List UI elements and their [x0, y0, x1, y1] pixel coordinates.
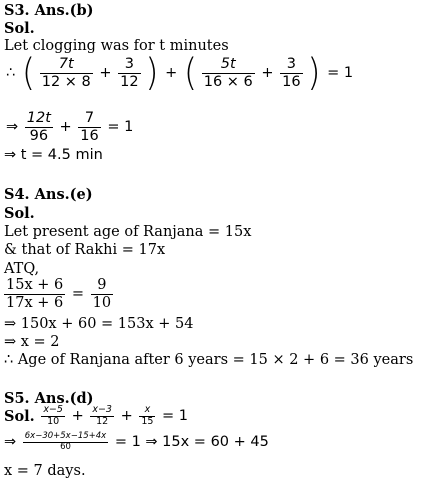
s3-sol-label: Sol.: [4, 20, 35, 37]
s4-statement-2: & that of Rakhi = 17x: [4, 242, 166, 258]
s5-equation-2: [4, 432, 271, 453]
fraction: [280, 56, 302, 90]
numerator: 12t: [26, 110, 51, 126]
fraction: [202, 56, 255, 90]
denominator: 16: [80, 127, 99, 144]
fraction: [90, 405, 114, 428]
fraction: [41, 405, 65, 428]
fraction: [139, 405, 155, 428]
implies-arrow: ⇒: [6, 119, 19, 136]
numerator: x: [144, 404, 151, 415]
numerator: 6x−30+5x−15+4x: [24, 431, 107, 441]
denominator: 16 × 6: [203, 73, 253, 90]
s4-statement-1: Let present age of Ranjana = 15x: [4, 224, 252, 240]
equation-rest: = 1 ⇒ 15x = 60 + 45: [114, 434, 269, 451]
left-paren: (: [183, 51, 198, 96]
equation-rhs: = 1: [162, 408, 189, 425]
s5-heading: S5. Ans.(d): [4, 390, 94, 407]
denominator: 96: [25, 127, 53, 145]
s4-equation-1: $\frac{15x + 6}{17x + 6}$ = $\frac{9}{10}$: [6, 277, 112, 311]
numerator: 7t: [58, 56, 74, 72]
s4-step-1: ⇒ 150x + 60 = 153x + 54: [4, 316, 194, 332]
numerator: 3: [124, 56, 134, 72]
s4-conclusion: ∴ Age of Ranjana after 6 years = 15 × 2 + 6 = 36 years: [4, 352, 414, 368]
numerator: x−5: [43, 404, 63, 415]
fraction: [4, 277, 65, 311]
numerator: x−3: [92, 404, 112, 415]
therefore-symbol: ∴: [6, 65, 16, 82]
denominator: 12 × 8: [41, 73, 91, 90]
left-paren: (: [21, 51, 36, 96]
denominator: 16: [282, 73, 301, 90]
fraction: [40, 56, 93, 90]
denominator: 10: [92, 294, 112, 311]
fraction: [91, 277, 113, 311]
s3-equation-1: ∴ ( $\frac{7t}{12 \times 8}$ + $\frac{3}{12}$ ) + ( $\frac{5t}{16 \times 6}$ + $\frac{3}{16}$ ) = 1: [6, 51, 354, 96]
numerator: 15x + 6: [6, 277, 64, 293]
s4-sol-label: Sol.: [4, 205, 35, 222]
s5-equation-1: Sol. $\frac{x-5}{10}$ + $\frac{x-3}{12}$ + $\frac{x}{15}$ = 1: [4, 404, 189, 427]
s3-heading: S3. Ans.(b): [4, 2, 94, 19]
denominator: 12: [90, 416, 114, 428]
right-paren: ): [307, 51, 321, 96]
right-paren: ): [145, 51, 159, 96]
denominator: 12: [120, 73, 139, 90]
s4-step-2: ⇒ x = 2: [4, 334, 60, 350]
denominator: 15: [141, 415, 154, 427]
numerator: 3: [286, 56, 296, 72]
s5-final-answer: x = 7 days.: [4, 463, 86, 479]
denominator: 17x + 6: [6, 294, 64, 311]
implies-arrow: ⇒: [4, 434, 17, 451]
s3-equation-2: ⇒ $\frac{12t}{96}$ + $\frac{7}{16}$ = 1: [6, 110, 134, 144]
denominator: 10: [41, 416, 65, 428]
numerator: 9: [97, 277, 107, 293]
s4-atq: ATQ,: [4, 261, 40, 277]
numerator: 5t: [220, 56, 236, 72]
fraction: [118, 56, 140, 90]
s4-heading: S4. Ans.(e): [4, 186, 93, 203]
denominator: 60: [23, 442, 108, 453]
fraction: [23, 432, 108, 453]
fraction: [25, 110, 53, 144]
equation-rhs: = 1: [327, 65, 354, 82]
fraction: [78, 110, 100, 144]
numerator: 7: [84, 110, 95, 126]
s5-sol-label: Sol.: [4, 407, 35, 425]
s3-statement: Let clogging was for t minutes: [4, 38, 229, 54]
s3-equation-3: ⇒ t = 4.5 min: [4, 147, 103, 163]
equation-rhs: = 1: [107, 119, 134, 136]
